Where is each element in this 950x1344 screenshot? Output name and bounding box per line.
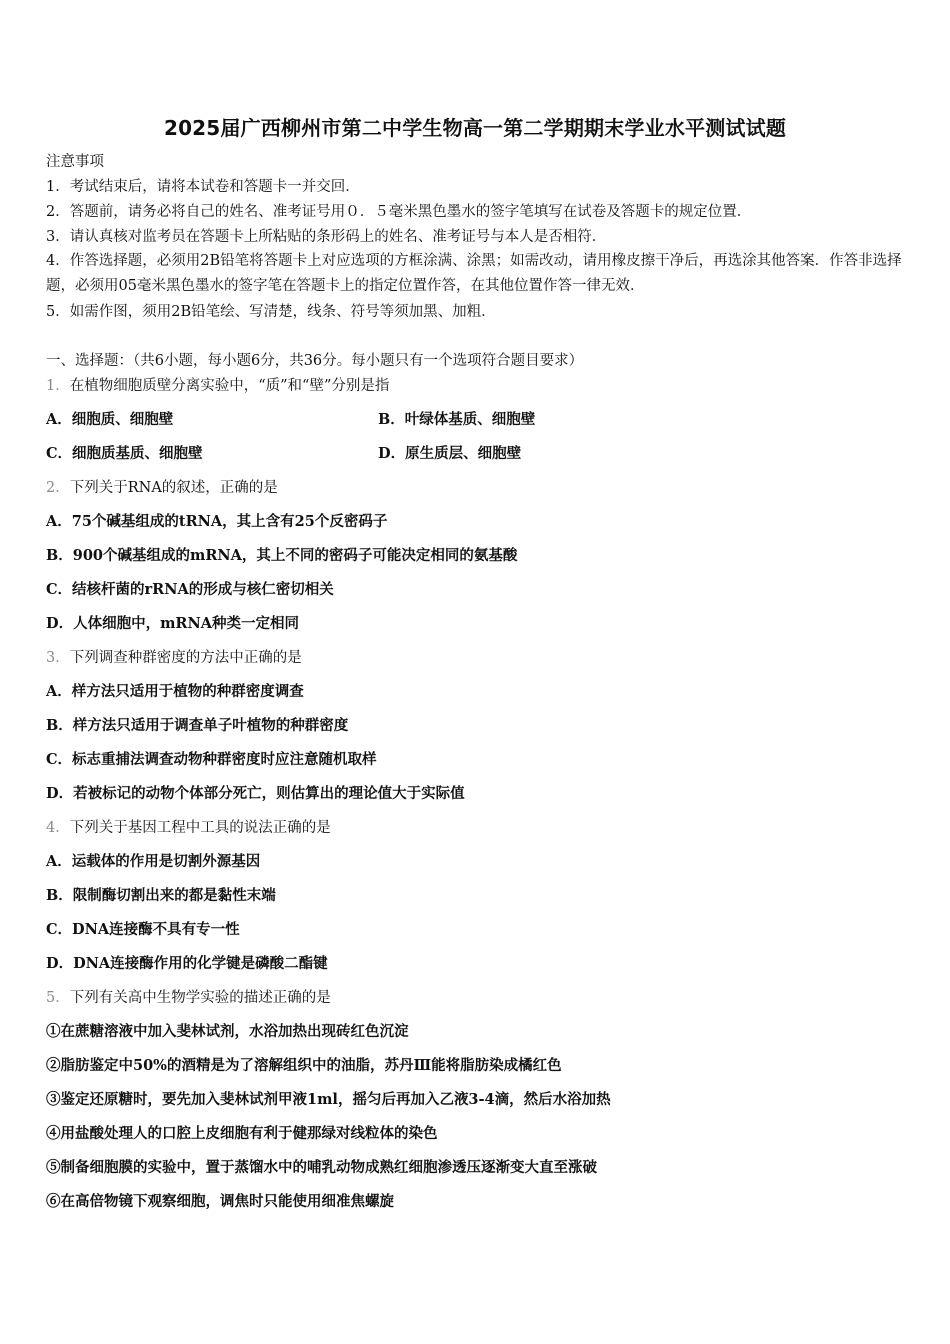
q5-statement-2: ②脂肪鉴定中50%的酒精是为了溶解组织中的油脂，苏丹Ⅲ能将脂肪染成橘红色 — [46, 1057, 562, 1074]
q3-option-b: B．样方法只适用于调查单子叶植物的种群密度 — [46, 717, 349, 734]
q1-option-d: D．原生质层、细胞壁 — [378, 445, 522, 462]
question-3 — [46, 648, 302, 668]
q2-option-b: B．900个碱基组成的mRNA，其上不同的密码子可能决定相同的氨基酸 — [46, 547, 518, 564]
question-number: 2． — [46, 480, 70, 496]
question-4 — [46, 818, 331, 838]
q3-option-a: A．样方法只适用于植物的种群密度调查 — [46, 683, 304, 700]
question-number: 1． — [46, 378, 70, 394]
question-stem: 下列关于RNA的叙述，正确的是 — [69, 480, 278, 496]
question-1 — [46, 376, 389, 396]
q5-statement-5: ⑤制备细胞膜的实验中，置于蒸馏水中的哺乳动物成熟红细胞渗透压逐渐变大直至涨破 — [46, 1159, 597, 1176]
q4-option-a: A．运载体的作用是切割外源基因 — [46, 853, 261, 870]
section-heading: 一、选择题：（共6小题，每小题6分，共36分。每小题只有一个选项符合题目要求） — [46, 353, 584, 369]
notice-item-1: 1．考试结束后，请将本试卷和答题卡一并交回． — [46, 179, 360, 195]
notice-item-3: 3．请认真核对监考员在答题卡上所粘贴的条形码上的姓名、准考证号与本人是否相符． — [46, 229, 607, 245]
question-stem: 下列有关高中生物学实验的描述正确的是 — [69, 990, 331, 1006]
question-stem: 下列调查种群密度的方法中正确的是 — [69, 650, 302, 666]
notice-item-4: 4．作答选择题，必须用2B铅笔将答题卡上对应选项的方框涂满、涂黑；如需改动，请用橡皮擦干净后，再选涂其他答案．作答非选择题，必须用05毫米黑色墨水的签字笔在答题卡上的指定位置作答，在其他位置作答一律无效． — [46, 253, 902, 294]
q3-option-d: D．若被标记的动物个体部分死亡，则估算出的理论值大于实际值 — [46, 785, 465, 802]
q3-option-c: C．标志重捕法调查动物种群密度时应注意随机取样 — [46, 751, 377, 768]
question-number: 3． — [46, 650, 70, 666]
notice-item-2: 2．答题前，请务必将自己的姓名、准考证号用０．５毫米黑色墨水的签字笔填写在试卷及答题卡的规定位置． — [46, 204, 752, 220]
page-title: 2025届广西柳州市第二中学生物高一第二学期期末学业水平测试试题 — [163, 116, 787, 140]
q5-statement-4: ④用盐酸处理人的口腔上皮细胞有利于健那绿对线粒体的染色 — [46, 1125, 438, 1142]
q4-option-c: C．DNA连接酶不具有专一性 — [46, 921, 240, 938]
q2-option-a: A．75个碱基组成的tRNA，其上含有25个反密码子 — [46, 513, 388, 530]
question-number: 4． — [46, 820, 70, 836]
q5-statement-6: ⑥在高倍物镜下观察细胞，调焦时只能使用细准焦螺旋 — [46, 1193, 394, 1210]
q4-option-b: B．限制酶切割出来的都是黏性末端 — [46, 887, 276, 904]
q2-option-c: C．结核杆菌的rRNA的形成与核仁密切相关 — [46, 581, 334, 598]
q1-option-c: C．细胞质基质、细胞壁 — [46, 445, 203, 462]
q5-statement-3: ③鉴定还原糖时，要先加入斐林试剂甲液1ml，摇匀后再加入乙液3-4滴，然后水浴加热 — [46, 1091, 611, 1108]
q4-option-d: D．DNA连接酶作用的化学键是磷酸二酯键 — [46, 955, 328, 972]
notice-heading: 注意事项 — [46, 154, 104, 170]
q1-option-a: A．细胞质、细胞壁 — [46, 411, 174, 428]
q1-option-b: B．叶绿体基质、细胞壁 — [378, 411, 536, 428]
question-5 — [46, 988, 331, 1008]
q5-statement-1: ①在蔗糖溶液中加入斐林试剂，水浴加热出现砖红色沉淀 — [46, 1023, 409, 1040]
notice-item-5: 5．如需作图，须用2B铅笔绘、写清楚，线条、符号等须加黑、加粗． — [46, 304, 496, 320]
question-stem: 在植物细胞质壁分离实验中，“质”和“壁”分别是指 — [69, 378, 390, 394]
question-number: 5． — [46, 990, 70, 1006]
question-2 — [46, 478, 278, 498]
question-stem: 下列关于基因工程中工具的说法正确的是 — [69, 820, 331, 836]
q2-option-d: D．人体细胞中，mRNA种类一定相同 — [46, 615, 299, 632]
